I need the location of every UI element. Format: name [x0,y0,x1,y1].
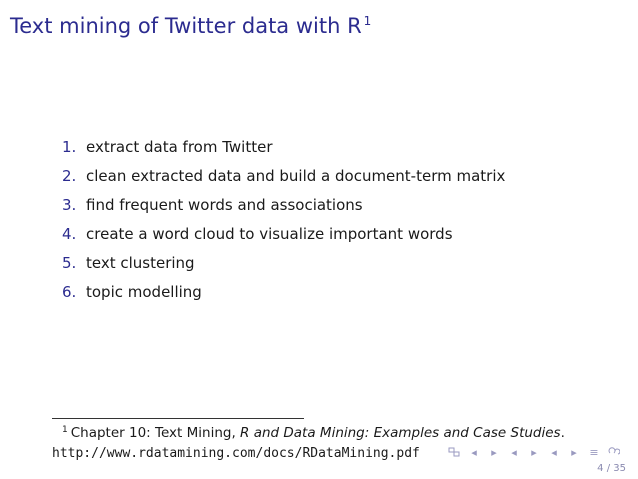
list-text: text clustering [86,254,195,272]
frame-icon[interactable] [448,446,460,458]
title-footnote-mark: 1 [363,14,372,28]
align-icon[interactable]: ≡ [589,445,599,459]
list-number: 2. [62,167,77,185]
page-number: 4 / 35 [597,463,626,474]
footnote [62,425,565,441]
list-number: 4. [62,225,77,243]
footnote-mark: 1 [62,425,68,435]
list-item [62,138,505,167]
slide-title-text: Text mining of Twitter data with R [10,14,362,38]
search-icon[interactable] [608,446,620,458]
list-item [62,167,505,196]
prev-arrow-icon[interactable]: ◂ [471,445,477,459]
next-section-icon[interactable]: ▸ [531,445,537,459]
book-title: R and Data Mining: Examples and Case Studies [240,425,561,441]
list-text: extract data from Twitter [86,138,273,156]
prev-subsection-icon[interactable]: ◂ [551,445,557,459]
list-number: 3. [62,196,77,214]
next-arrow-icon[interactable]: ▸ [491,445,497,459]
list-text: find frequent words and associations [86,196,363,214]
footnote-url[interactable]: http://www.rdatamining.com/docs/RDataMining.pdf [52,446,420,461]
list-text: create a word cloud to visualize important words [86,225,453,243]
list-number: 6. [62,283,77,301]
beamer-nav-bar [448,446,620,458]
prev-section-icon[interactable]: ◂ [511,445,517,459]
list-text: clean extracted data and build a document-term matrix [86,167,506,185]
list-item [62,283,505,312]
footnote-rule [52,418,304,419]
footnote-prefix: Chapter 10: Text Mining, [70,425,241,441]
list-text: topic modelling [86,283,202,301]
list-item [62,225,505,254]
next-subsection-icon[interactable]: ▸ [571,445,577,459]
steps-list [62,138,505,312]
list-item [62,196,505,225]
list-item [62,254,505,283]
slide-title [10,14,371,38]
footnote-suffix: . [560,425,565,441]
list-number: 5. [62,254,77,272]
list-number: 1. [62,138,77,156]
